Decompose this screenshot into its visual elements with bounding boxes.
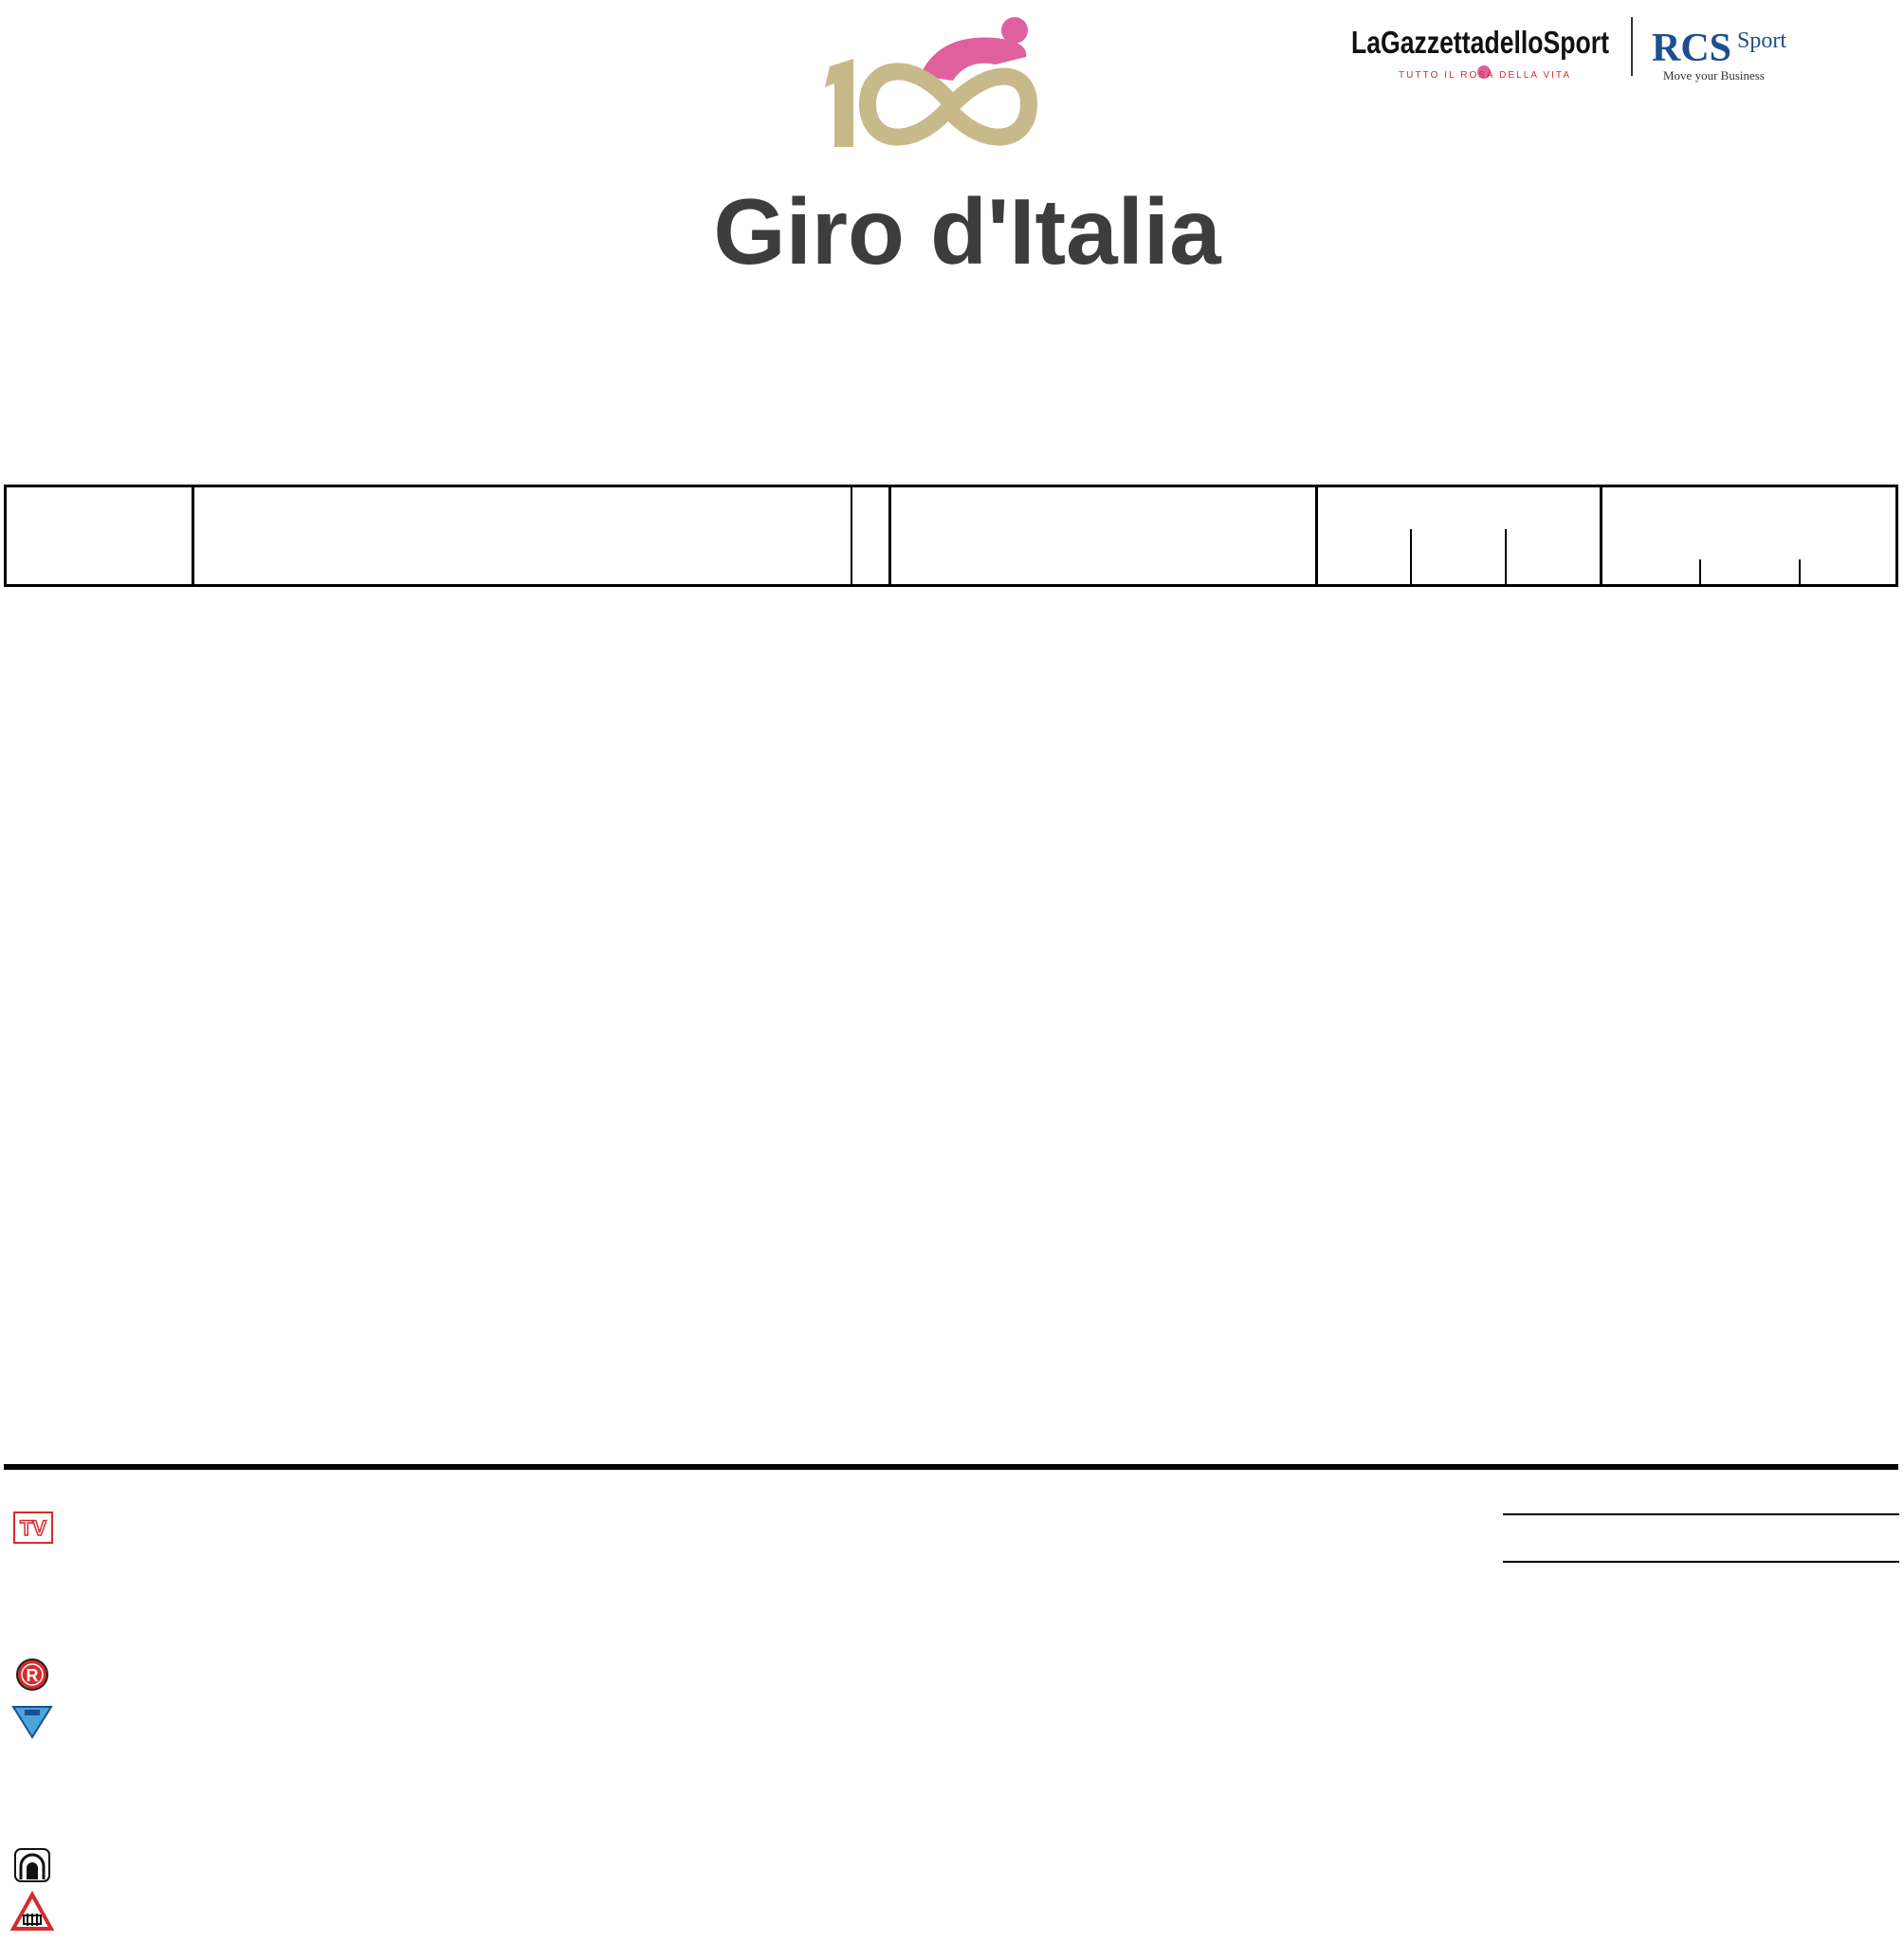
svg-text:RCS: RCS — [1652, 27, 1732, 70]
gazzetta-logo — [1351, 17, 1617, 83]
tv-icon — [13, 1511, 53, 1544]
tunnel-icon — [13, 1847, 51, 1883]
summary-rule-2 — [1503, 1561, 1899, 1563]
svg-text:Move your Business: Move your Business — [1663, 68, 1765, 82]
table-bottom-rule — [4, 1464, 1898, 1470]
feed-zone-icon — [15, 1658, 49, 1692]
rcs-sport-logo — [1650, 21, 1802, 83]
table-header — [4, 485, 1898, 587]
header-separator — [1631, 17, 1633, 76]
giro-logo-text: Giro d'Italia — [713, 179, 1221, 284]
svg-text:LaGazzettadelloSport: LaGazzettadelloSport — [1351, 25, 1609, 60]
level-crossing-icon — [11, 1893, 53, 1931]
gpm-icon — [11, 1705, 53, 1739]
svg-text:TV: TV — [19, 1516, 47, 1540]
svg-text:TUTTO IL ROSA DELLA VITA: TUTTO IL ROSA DELLA VITA — [1399, 70, 1569, 81]
giro-logo — [713, 9, 1221, 284]
svg-text:R: R — [26, 1666, 39, 1685]
summary-rule-1 — [1503, 1513, 1899, 1515]
svg-text:Sport: Sport — [1737, 28, 1787, 53]
stage-number-block — [19, 296, 175, 300]
